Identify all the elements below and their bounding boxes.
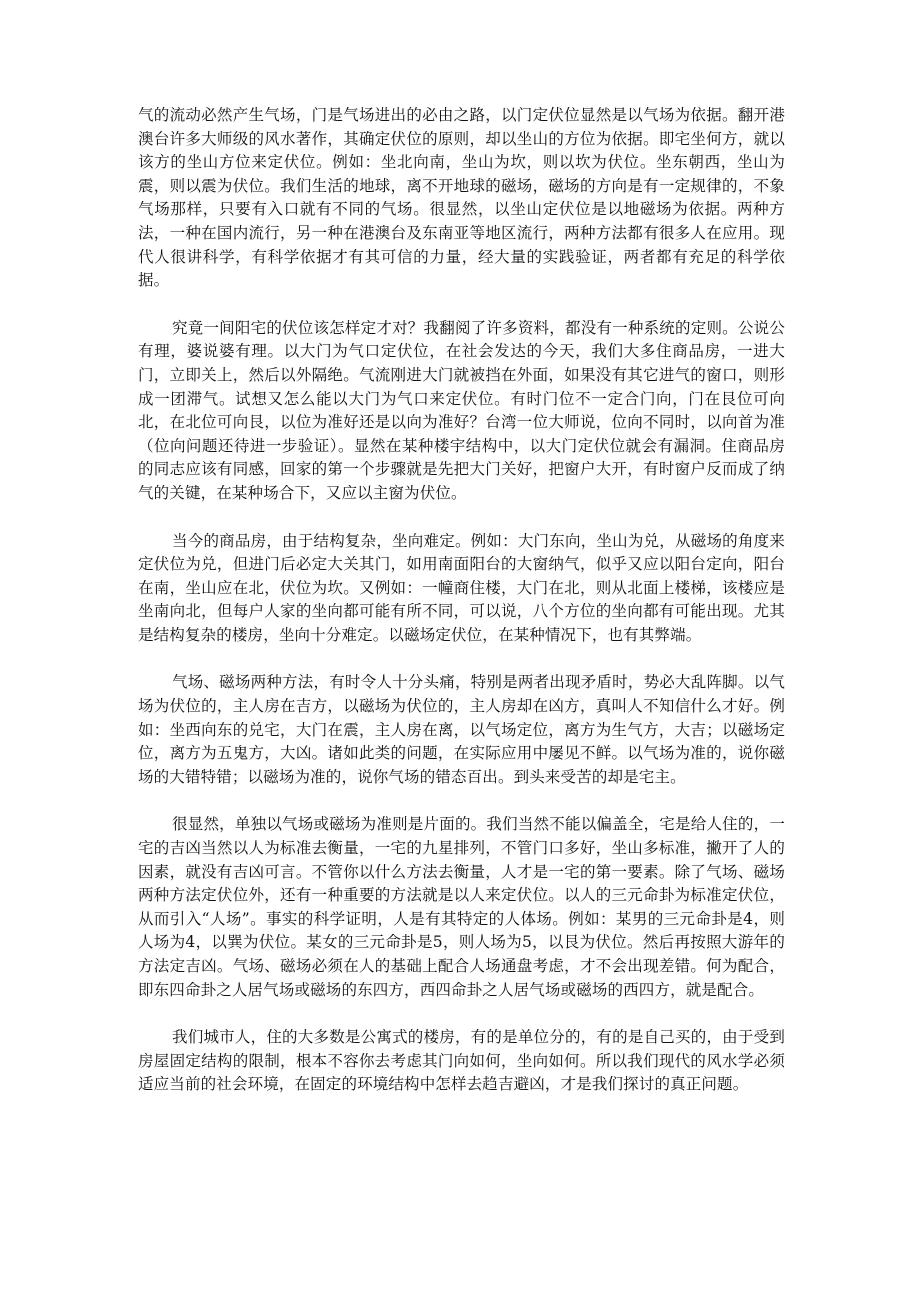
paragraph-6: 我们城市人，住的大多数是公寓式的楼房，有的是单位分的，有的是自己买的，由于受到房屋固定结构的限制，根本不容你去考虑其门向如何，坐向如何。所以我们现代的风水学必须适应当前的社会环境，在固定的环境结构中怎样去趋吉避凶，才是我们探讨的真正问题。 [138, 1028, 785, 1094]
paragraph-4: 气场、磁场两种方法，有时令人十分头痛，特别是两者出现矛盾时，势必大乱阵脚。以气场为伏位的，主人房在吉方，以磁场为伏位的，主人房却在凶方，真叫人不知信什么才好。例如：坐西向东的兑宅，大门在震，主人房在离，以气场定位，离方为生气方，大吉；以磁场定位，离方为五鬼方，大凶。诸如此类的问题，在实际应用中屡见不鲜。以气场为准的，说你磁场的大错特错；以磁场为准的，说你气场的错态百出。到头来受苦的却是宅主。 [138, 673, 785, 786]
paragraph-spacer [138, 1002, 785, 1026]
paragraph-spacer [138, 506, 785, 530]
document-page [138, 104, 785, 1097]
paragraph-spacer [138, 293, 785, 317]
paragraph-3: 当今的商品房，由于结构复杂，坐向难定。例如：大门东向，坐山为兑，从磁场的角度来定伏位为兑，但进门后必定大关其门，如用南面阳台的大窗纳气，似乎又应以阳台定向，阳台在南，坐山应在北，伏位为坎。又例如：一幢商住楼，大门在北，则从北面上楼梯，该楼应是坐南向北，但每户人家的坐向都可能有所不同，可以说，八个方位的坐向都有可能出现。尤其是结构复杂的楼房，坐向十分难定。以磁场定伏位，在某种情况下，也有其弊端。 [138, 531, 785, 644]
paragraph-spacer [138, 789, 785, 813]
paragraph-spacer [138, 647, 785, 671]
paragraph-2: 究竟一间阳宅的伏位该怎样定才对？我翻阅了许多资料，都没有一种系统的定则。公说公有理，婆说婆有理。以大门为气口定伏位，在社会发达的今天，我们大多住商品房，一进大门，立即关上，然后以外隔绝。气流刚进大门就被挡在外面，如果没有其它进气的窗口，则形成一团滞气。试想又怎么能以大门为气口来定伏位。有时门位不一定合门向，门在艮位可向北，在北位可向艮，以位为准好还是以向为准好？台湾一位大师说，位向不同时，以向首为准（位向问题还待进一步验证）。显然在某种楼宇结构中，以大门定伏位就会有漏洞。住商品房的同志应该有同感，回家的第一个步骤就是先把大门关好，把窗户大开，有时窗户反而成了纳气的关键，在某种场合下，又应以主窗为伏位。 [138, 318, 785, 502]
paragraph-1: 气的流动必然产生气场，门是气场进出的必由之路，以门定伏位显然是以气场为依据。翻开港澳台许多大师级的风水著作，其确定伏位的原则，却以坐山的方位为依据。即宅坐何方，就以该方的坐山方位来定伏位。例如：坐北向南，坐山为坎，则以坎为伏位。坐东朝西，坐山为震，则以震为伏位。我们生活的地球，离不开地球的磁场，磁场的方向是有一定规律的，不象气场那样，只要有入口就有不同的气场。很显然，以坐山定伏位是以地磁场为依据。两种方法，一种在国内流行，另一种在港澳台及东南亚等地区流行，两种方法都有很多人在应用。现代人很讲科学，有科学依据才有其可信的力量，经大量的实践验证，两者都有充足的科学依据。 [138, 106, 785, 290]
paragraph-5: 很显然，单独以气场或磁场为准则是片面的。我们当然不能以偏盖全，宅是给人住的，一宅的吉凶当然以人为标准去衡量，一宅的九星排列，不管门口多好，坐山多标准，撇开了人的因素，就没有吉凶可言。不管你以什么方法去衡量，人才是一宅的第一要素。除了气场、磁场两种方法定伏位外，还有一种重要的方法就是以人来定伏位。以人的三元命卦为标准定伏位，从而引入“人场”。事实的科学证明，人是有其特定的人体场。例如：某男的三元命卦是4，则人场为4，以巽为伏位。某女的三元命卦是5，则人场为5，以艮为伏位。然后再按照大游年的方法定吉凶。气场、磁场必须在人的基础上配合人场通盘考虑，才不会出现差错。何为配合，即东四命卦之人居气场或磁场的东四方，西四命卦之人居气场或磁场的西四方，就是配合。 [138, 815, 785, 999]
